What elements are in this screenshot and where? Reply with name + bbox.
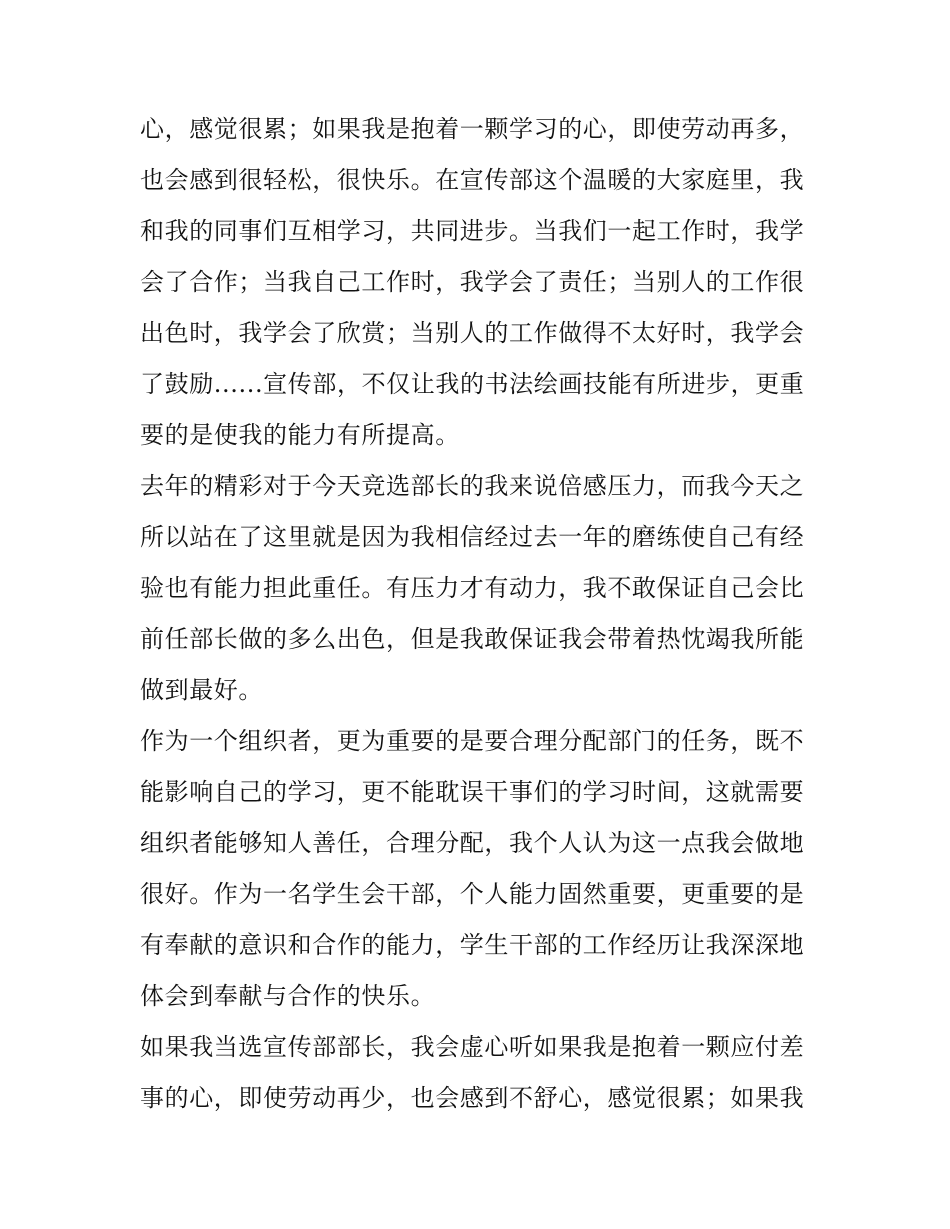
text-line: 前任部长做的多么出色，但是我敢保证我会带着热忱竭我所能: [140, 625, 805, 653]
text-line: 要的是使我的能力有所提高。: [140, 421, 460, 449]
text-line: 去年的精彩对于今天竞选部长的我来说倍感压力，而我今天之: [140, 472, 805, 500]
text-line: 很好。作为一名学生会干部，个人能力固然重要，更重要的是: [140, 880, 805, 908]
text-line: 和我的同事们互相学习，共同进步。当我们一起工作时，我学: [140, 217, 805, 245]
text-line: 验也有能力担此重任。有压力才有动力，我不敢保证自己会比: [140, 574, 805, 602]
text-line: 心，感觉很累；如果我是抱着一颗学习的心，即使劳动再多，: [140, 115, 805, 143]
text-line: 组织者能够知人善任，合理分配，我个人认为这一点我会做地: [140, 829, 805, 857]
text-line: 出色时，我学会了欣赏；当别人的工作做得不太好时，我学会: [140, 319, 805, 347]
text-line: 作为一个组织者，更为重要的是要合理分配部门的任务，既不: [140, 727, 805, 755]
text-line: 所以站在了这里就是因为我相信经过去一年的磨练使自己有经: [140, 523, 805, 551]
text-line: 会了合作；当我自己工作时，我学会了责任；当别人的工作很: [140, 268, 805, 296]
text-line: 有奉献的意识和合作的能力，学生干部的工作经历让我深深地: [140, 931, 805, 959]
text-line: 如果我当选宣传部部长，我会虚心听如果我是抱着一颗应付差: [140, 1033, 805, 1061]
text-line: 事的心，即使劳动再少，也会感到不舒心，感觉很累；如果我: [140, 1084, 805, 1112]
text-line: 做到最好。: [140, 676, 263, 704]
text-line: 了鼓励......宣传部，不仅让我的书法绘画技能有所进步，更重: [140, 370, 805, 398]
text-line: 体会到奉献与合作的快乐。: [140, 982, 436, 1010]
text-line: 也会感到很轻松，很快乐。在宣传部这个温暖的大家庭里，我: [140, 166, 805, 194]
body-text: [140, 104, 820, 1124]
text-line: 能影响自己的学习，更不能耽误干事们的学习时间，这就需要: [140, 778, 805, 806]
